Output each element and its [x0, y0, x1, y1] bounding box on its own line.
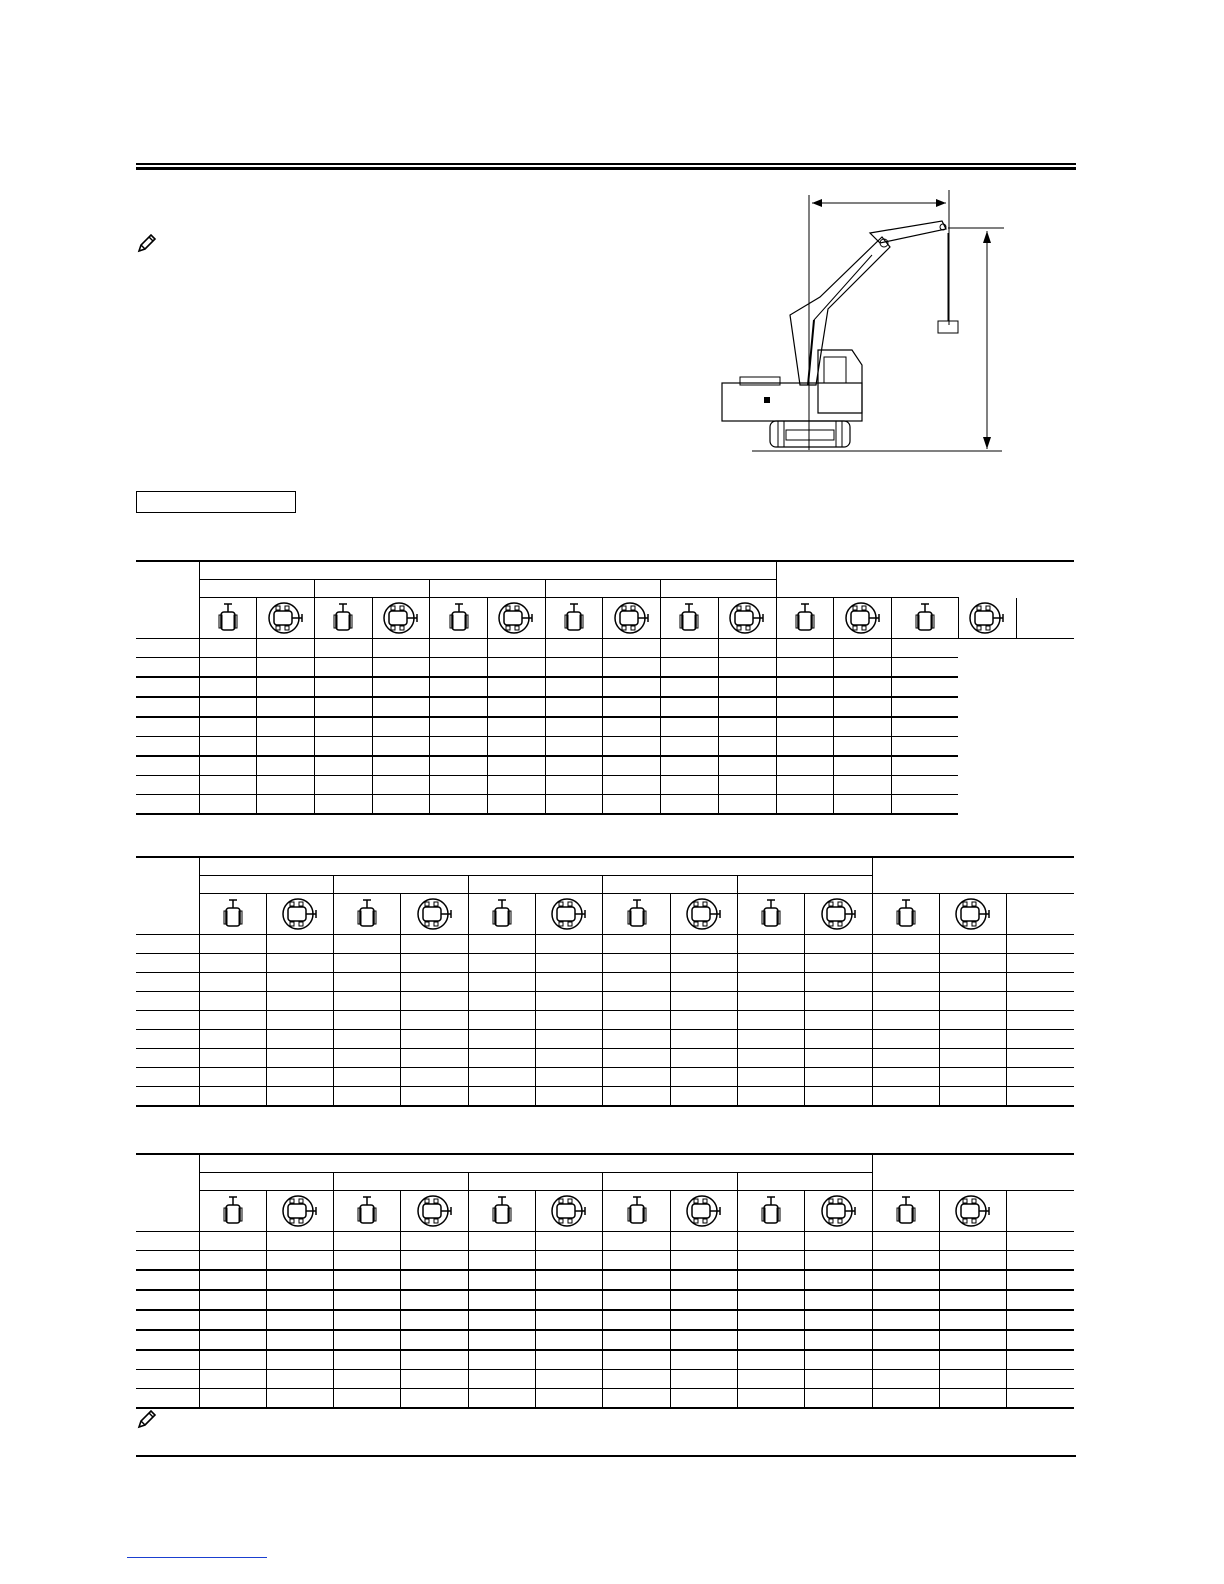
- machine-side-icon: [953, 1195, 993, 1227]
- machine-side-icon: [549, 1195, 589, 1227]
- table-row: [136, 1270, 1074, 1290]
- machine-side-icon: [967, 602, 1007, 634]
- table-row: [136, 954, 1074, 973]
- table-row: [136, 1232, 1074, 1251]
- machine-side-icon: [727, 602, 767, 634]
- header-rule: [136, 163, 1076, 165]
- table-row: [136, 1030, 1074, 1049]
- table-row: [136, 1011, 1074, 1030]
- table-row: [136, 1330, 1074, 1350]
- reach-col-4: [545, 580, 660, 598]
- machine-front-icon: [221, 898, 245, 930]
- table-row: [136, 1068, 1074, 1087]
- machine-side-icon: [819, 1195, 859, 1227]
- machine-front-icon: [355, 1195, 379, 1227]
- machine-side-icon: [684, 898, 724, 930]
- machine-front-icon: [221, 1195, 245, 1227]
- machine-front-icon: [331, 602, 355, 634]
- machine-side-icon: [612, 602, 652, 634]
- section-label-box: [136, 491, 296, 513]
- footer-rule: [136, 1455, 1076, 1457]
- table-row: [136, 639, 1074, 658]
- machine-front-icon: [216, 602, 240, 634]
- machine-side-icon: [684, 1195, 724, 1227]
- machine-side-icon: [381, 602, 421, 634]
- header-rule-thick: [136, 167, 1076, 170]
- machine-front-icon: [355, 898, 379, 930]
- pencil-note-icon: [136, 1408, 158, 1430]
- table-row: [136, 737, 1074, 757]
- table-row: [136, 795, 1074, 815]
- table-row: [136, 1370, 1074, 1389]
- table-row: [136, 973, 1074, 992]
- table-row: [136, 697, 1074, 717]
- table-row: [136, 1350, 1074, 1370]
- machine-front-icon: [625, 1195, 649, 1227]
- table-row: [136, 658, 1074, 678]
- table-row: [136, 1389, 1074, 1409]
- machine-front-icon: [562, 602, 586, 634]
- machine-side-icon: [496, 602, 536, 634]
- table-row: [136, 677, 1074, 697]
- reach-col-2: [314, 580, 429, 598]
- table-row: [136, 992, 1074, 1011]
- machine-side-icon: [843, 602, 883, 634]
- machine-front-icon: [894, 1195, 918, 1227]
- machine-front-icon: [913, 602, 937, 634]
- machine-front-icon: [447, 602, 471, 634]
- lifting-capacity-table-2: [136, 858, 1074, 1107]
- machine-front-icon: [894, 898, 918, 930]
- table-row: [136, 1087, 1074, 1107]
- machine-front-icon: [490, 898, 514, 930]
- table-row: [136, 1251, 1074, 1271]
- table-row: [136, 1049, 1074, 1068]
- lifting-capacity-table-3: [136, 1155, 1074, 1409]
- pencil-note-icon: [136, 232, 158, 254]
- machine-front-icon: [793, 602, 817, 634]
- corner-cell: [136, 562, 199, 580]
- table-row: [136, 756, 1074, 776]
- reach-col-3: [430, 580, 545, 598]
- reach-col-5: [661, 580, 776, 598]
- table-row: [136, 1290, 1074, 1310]
- reach-header: [199, 562, 776, 580]
- table-row: [136, 935, 1074, 954]
- reach-col-1: [199, 580, 314, 598]
- machine-side-icon: [280, 1195, 320, 1227]
- machine-front-icon: [759, 898, 783, 930]
- table-row: [136, 717, 1074, 737]
- footer-link-underline[interactable]: [127, 1557, 267, 1558]
- machine-front-icon: [490, 1195, 514, 1227]
- machine-front-icon: [625, 898, 649, 930]
- table-row: [136, 1310, 1074, 1330]
- machine-front-icon: [677, 602, 701, 634]
- machine-side-icon: [280, 898, 320, 930]
- machine-side-icon: [953, 898, 993, 930]
- machine-front-icon: [759, 1195, 783, 1227]
- lifting-capacity-table-1: [136, 562, 1074, 815]
- machine-side-icon: [549, 898, 589, 930]
- machine-side-icon: [415, 1195, 455, 1227]
- machine-side-icon: [266, 602, 306, 634]
- machine-side-icon: [415, 898, 455, 930]
- max-reach-header: [776, 562, 958, 580]
- excavator-diagram: [712, 185, 1012, 460]
- machine-side-icon: [819, 898, 859, 930]
- table-row: [136, 776, 1074, 795]
